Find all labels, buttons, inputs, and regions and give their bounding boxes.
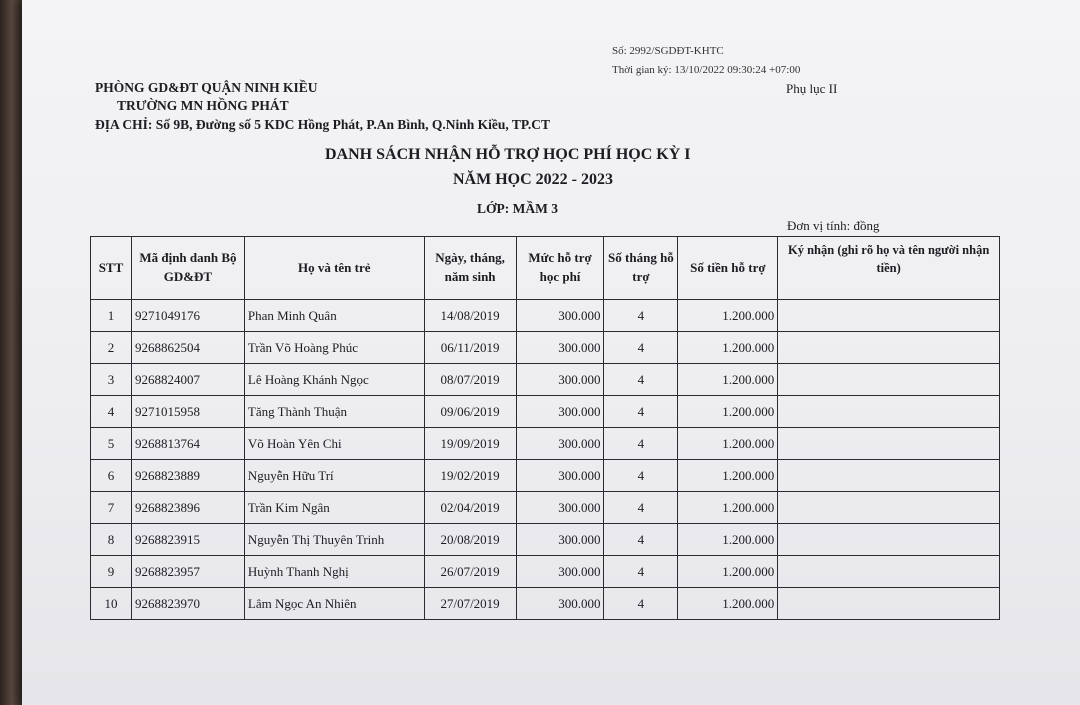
cell-name: Phan Minh Quân bbox=[244, 300, 424, 332]
header-dob: Ngày, tháng, năm sinh bbox=[424, 237, 516, 300]
cell-name: Lê Hoàng Khánh Ngọc bbox=[244, 364, 424, 396]
cell-dob: 09/06/2019 bbox=[424, 396, 516, 428]
cell-months: 4 bbox=[604, 428, 678, 460]
org-line2: TRƯỜNG MN HỒNG PHÁT bbox=[117, 98, 289, 113]
header-name: Họ và tên trẻ bbox=[244, 237, 424, 300]
school-year: NĂM HỌC 2022 - 2023 bbox=[453, 171, 613, 188]
cell-amount: 1.200.000 bbox=[678, 364, 778, 396]
cell-months: 4 bbox=[604, 492, 678, 524]
appendix-label: Phụ lục II bbox=[786, 81, 838, 96]
org-line1: PHÒNG GD&ĐT QUẬN NINH KIỀU bbox=[95, 80, 318, 95]
header-id: Mã định danh Bộ GD&ĐT bbox=[131, 237, 244, 300]
cell-sign bbox=[778, 556, 1000, 588]
cell-id: 9268813764 bbox=[131, 428, 244, 460]
table-row bbox=[91, 588, 1000, 620]
cell-amount: 1.200.000 bbox=[678, 332, 778, 364]
cell-stt: 5 bbox=[91, 428, 132, 460]
org-address: ĐỊA CHỈ: Số 9B, Đường số 5 KDC Hồng Phát, P.An Bình, Q.Ninh Kiều, TP.CT bbox=[95, 117, 551, 132]
cell-rate: 300.000 bbox=[516, 524, 604, 556]
cell-dob: 02/04/2019 bbox=[424, 492, 516, 524]
table-row bbox=[91, 428, 1000, 460]
cell-rate: 300.000 bbox=[516, 300, 604, 332]
cell-months: 4 bbox=[604, 300, 678, 332]
cell-sign bbox=[778, 396, 1000, 428]
cell-rate: 300.000 bbox=[516, 364, 604, 396]
table-row bbox=[91, 396, 1000, 428]
cell-id: 9268823957 bbox=[131, 556, 244, 588]
cell-months: 4 bbox=[604, 396, 678, 428]
cell-rate: 300.000 bbox=[516, 460, 604, 492]
cell-amount: 1.200.000 bbox=[678, 524, 778, 556]
document-number: Số: 2992/SGDĐT-KHTC bbox=[612, 45, 724, 57]
unit-label: Đơn vị tính: đồng bbox=[787, 218, 880, 233]
header-sign: Ký nhận (ghi rõ họ và tên người nhận tiền) bbox=[778, 237, 1000, 300]
cell-dob: 19/09/2019 bbox=[424, 428, 516, 460]
cell-rate: 300.000 bbox=[516, 428, 604, 460]
cell-id: 9268824007 bbox=[131, 364, 244, 396]
cell-sign bbox=[778, 524, 1000, 556]
cell-stt: 8 bbox=[91, 524, 132, 556]
cell-name: Trần Võ Hoàng Phúc bbox=[244, 332, 424, 364]
table-row bbox=[91, 556, 1000, 588]
cell-name: Huỳnh Thanh Nghị bbox=[244, 556, 424, 588]
cell-months: 4 bbox=[604, 588, 678, 620]
cell-dob: 26/07/2019 bbox=[424, 556, 516, 588]
cell-rate: 300.000 bbox=[516, 396, 604, 428]
cell-amount: 1.200.000 bbox=[678, 300, 778, 332]
class-label: LỚP: MẦM 3 bbox=[477, 201, 558, 216]
cell-months: 4 bbox=[604, 460, 678, 492]
cell-amount: 1.200.000 bbox=[678, 556, 778, 588]
cell-stt: 2 bbox=[91, 332, 132, 364]
cell-rate: 300.000 bbox=[516, 492, 604, 524]
cell-id: 9268823896 bbox=[131, 492, 244, 524]
signature-time: Thời gian ký: 13/10/2022 09:30:24 +07:00 bbox=[612, 64, 801, 76]
cell-stt: 7 bbox=[91, 492, 132, 524]
cell-stt: 9 bbox=[91, 556, 132, 588]
table-row bbox=[91, 524, 1000, 556]
cell-id: 9268823915 bbox=[131, 524, 244, 556]
cell-sign bbox=[778, 588, 1000, 620]
cell-rate: 300.000 bbox=[516, 556, 604, 588]
cell-months: 4 bbox=[604, 524, 678, 556]
cell-stt: 4 bbox=[91, 396, 132, 428]
cell-id: 9268823889 bbox=[131, 460, 244, 492]
cell-sign bbox=[778, 492, 1000, 524]
cell-rate: 300.000 bbox=[516, 588, 604, 620]
cell-amount: 1.200.000 bbox=[678, 396, 778, 428]
cell-months: 4 bbox=[604, 556, 678, 588]
cell-sign bbox=[778, 428, 1000, 460]
table-row bbox=[91, 364, 1000, 396]
cell-months: 4 bbox=[604, 364, 678, 396]
document-title: DANH SÁCH NHẬN HỖ TRỢ HỌC PHÍ HỌC KỲ I bbox=[325, 146, 691, 163]
cell-amount: 1.200.000 bbox=[678, 428, 778, 460]
table-row bbox=[91, 332, 1000, 364]
cell-name: Trần Kim Ngân bbox=[244, 492, 424, 524]
cell-stt: 6 bbox=[91, 460, 132, 492]
cell-id: 9271015958 bbox=[131, 396, 244, 428]
cell-sign bbox=[778, 300, 1000, 332]
cell-dob: 08/07/2019 bbox=[424, 364, 516, 396]
cell-amount: 1.200.000 bbox=[678, 492, 778, 524]
cell-dob: 14/08/2019 bbox=[424, 300, 516, 332]
cell-amount: 1.200.000 bbox=[678, 588, 778, 620]
cell-name: Nguyễn Thị Thuyên Trinh bbox=[244, 524, 424, 556]
cell-id: 9271049176 bbox=[131, 300, 244, 332]
table-row bbox=[91, 492, 1000, 524]
cell-dob: 19/02/2019 bbox=[424, 460, 516, 492]
cell-amount: 1.200.000 bbox=[678, 460, 778, 492]
cell-name: Tăng Thành Thuận bbox=[244, 396, 424, 428]
header-amount: Số tiền hỗ trợ bbox=[678, 237, 778, 300]
cell-sign bbox=[778, 332, 1000, 364]
table-row bbox=[91, 300, 1000, 332]
table-header-row bbox=[91, 237, 1000, 300]
cell-name: Võ Hoàn Yên Chi bbox=[244, 428, 424, 460]
cell-sign bbox=[778, 460, 1000, 492]
cell-months: 4 bbox=[604, 332, 678, 364]
header-rate: Mức hỗ trợ học phí bbox=[516, 237, 604, 300]
support-list-table bbox=[90, 236, 1000, 620]
cell-sign bbox=[778, 364, 1000, 396]
cell-dob: 20/08/2019 bbox=[424, 524, 516, 556]
cell-name: Nguyễn Hữu Trí bbox=[244, 460, 424, 492]
cell-dob: 27/07/2019 bbox=[424, 588, 516, 620]
header-months: Số tháng hỗ trợ bbox=[604, 237, 678, 300]
cell-stt: 1 bbox=[91, 300, 132, 332]
cell-id: 9268862504 bbox=[131, 332, 244, 364]
header-stt: STT bbox=[91, 237, 132, 300]
cell-dob: 06/11/2019 bbox=[424, 332, 516, 364]
cell-stt: 10 bbox=[91, 588, 132, 620]
document-page bbox=[22, 0, 1080, 705]
cell-stt: 3 bbox=[91, 364, 132, 396]
table-row bbox=[91, 460, 1000, 492]
cell-rate: 300.000 bbox=[516, 332, 604, 364]
cell-name: Lâm Ngọc An Nhiên bbox=[244, 588, 424, 620]
cell-id: 9268823970 bbox=[131, 588, 244, 620]
